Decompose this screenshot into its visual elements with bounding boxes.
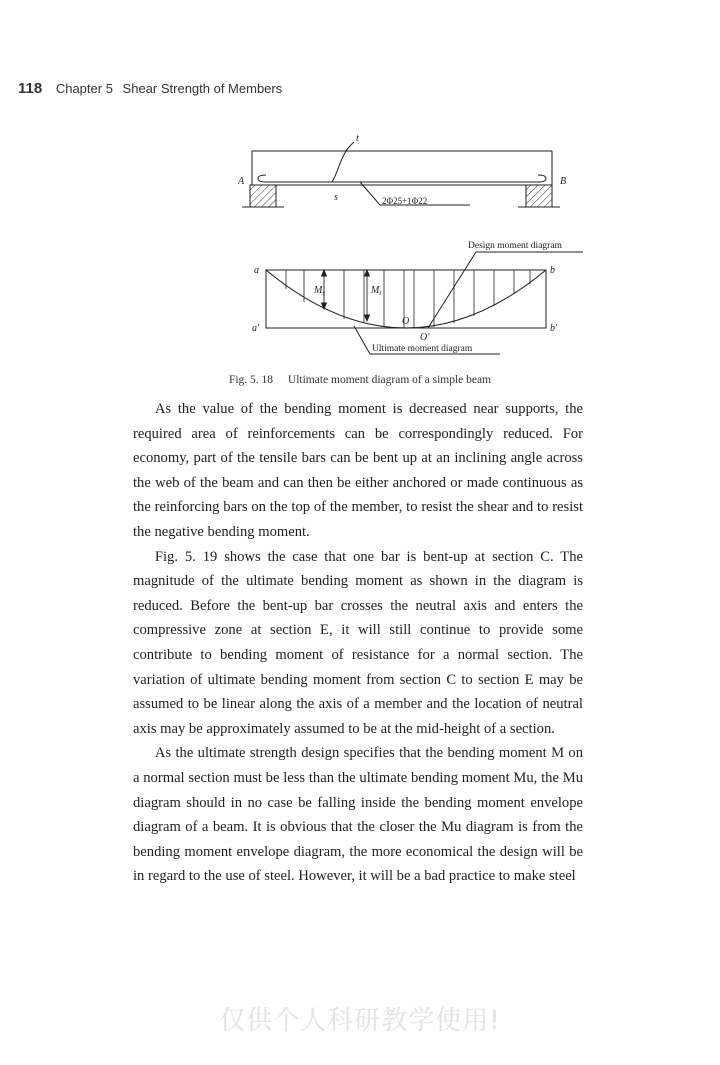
label-t: t xyxy=(356,134,359,144)
label-a: a xyxy=(254,265,259,276)
page-header xyxy=(18,80,282,97)
support-left xyxy=(250,185,276,207)
label-ultimate-moment: Ultimate moment diagram xyxy=(372,344,473,354)
rebar-line xyxy=(258,175,546,182)
label-b-prime: b' xyxy=(550,323,558,334)
label-design-moment: Design moment diagram xyxy=(468,241,562,251)
figure-caption-text: Ultimate moment diagram of a simple beam xyxy=(287,374,492,386)
label-Ms: $M_s$ xyxy=(314,285,326,297)
body-text xyxy=(133,397,583,889)
label-b: b xyxy=(550,265,555,276)
watermark: 仅供个人科研教学使用! xyxy=(219,1006,501,1036)
figure-number: Fig. 5. 18 xyxy=(228,374,274,386)
support-right xyxy=(526,185,552,207)
label-O: O xyxy=(402,316,410,327)
chapter-title: Shear Strength of Members xyxy=(122,81,283,96)
figure-caption xyxy=(0,374,720,386)
label-B: B xyxy=(560,176,567,187)
paragraph-1: As the value of the bending moment is decreased near supports, the required area of reinforcements can be correspondingly reduced. For economy, part of the tensile bars can be bent up at an inclining angle across the web of the beam and can then be either anchored or made continuous as the reinforcing bars on the top of the member, to resist the shear and to resist the negative bending moment. xyxy=(133,401,583,540)
Mt-arrow xyxy=(365,270,370,321)
page-number: 118 xyxy=(18,80,43,97)
label-reinforcement: 2Φ25+1Φ22 xyxy=(382,196,428,206)
paragraph-3: As the ultimate strength design specifies that the bending moment M on a normal section must be less than the ultimate bending moment Mu, the Mu diagram should in no case be falling inside the bending moment envelope diagram of a beam. It is obvious that the closer the Mu diagram is from the bending moment envelope diagram, the more economical the design will be in regard to the use of steel. However, it will be a bad practice to make steel xyxy=(133,745,583,885)
paragraph-2: Fig. 5. 19 shows the case that one bar is bent-up at section C. The magnitude of the ultimate bending moment as shown in the diagram is reduced. Before the bent-up bar crosses the neutral axis and enters the compressive zone at section E, it will still continue to provide some contribute to bending moment of resistance for a normal section. The variation of ultimate bending moment from section C to section E may be assumed to be linear along the axis of a member and the location of neutral axis may be approximately assumed to be at the mid-height of a section. xyxy=(133,548,583,737)
beam-figure xyxy=(228,134,598,370)
label-A: A xyxy=(238,176,245,187)
beam-outline xyxy=(252,151,552,185)
label-a-prime: a' xyxy=(252,323,260,334)
leader-design xyxy=(428,252,583,328)
label-Mt: $M_t$ xyxy=(371,285,382,297)
section-curve xyxy=(332,142,354,182)
chapter-label: Chapter 5 xyxy=(55,81,113,96)
label-O-prime: O' xyxy=(420,332,430,343)
label-s: s xyxy=(334,192,338,203)
